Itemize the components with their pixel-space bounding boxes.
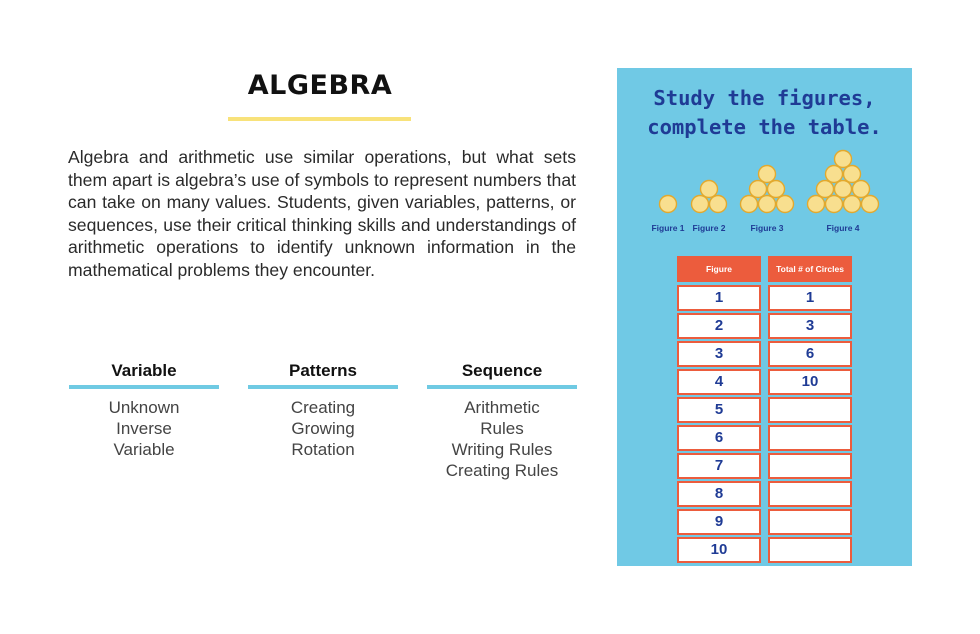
figure-column-table bbox=[677, 256, 761, 565]
circle bbox=[808, 196, 825, 213]
circle bbox=[826, 196, 843, 213]
circle bbox=[862, 196, 879, 213]
circle bbox=[844, 166, 861, 183]
table-header-figure: Figure bbox=[677, 256, 761, 282]
intro-paragraph: Algebra and arithmetic use similar operations, but what sets them apart is algebra’s use of symbols to represent numbers that can take on many values. Students, given variables, patterns, or sequences, use their critical thinking skills and understandings of arithmetic operations to identify unknown information in the mathematical problems they encounter. bbox=[68, 147, 576, 280]
circle bbox=[750, 181, 767, 198]
circle bbox=[835, 181, 852, 198]
table-cell: 6 bbox=[677, 425, 761, 451]
column-divider bbox=[69, 385, 219, 389]
figures-illustration bbox=[617, 68, 912, 238]
circle bbox=[660, 196, 677, 213]
figure-label: Figure 4 bbox=[826, 223, 860, 233]
column-sequence bbox=[427, 360, 577, 481]
table-cell: 3 bbox=[677, 341, 761, 367]
column-item: Unknown bbox=[108, 398, 180, 417]
figure-3-circles bbox=[741, 166, 794, 213]
column-item: Creating Rules bbox=[445, 461, 559, 480]
column-item: Arithmetic bbox=[464, 398, 540, 417]
column-item: Writing Rules bbox=[451, 440, 553, 459]
circle bbox=[835, 151, 852, 168]
figure-label: Figure 1 bbox=[651, 223, 685, 233]
table-cell-empty bbox=[768, 425, 852, 451]
circle bbox=[692, 196, 709, 213]
table-cell: 5 bbox=[677, 397, 761, 423]
circle bbox=[759, 196, 776, 213]
circle bbox=[759, 166, 776, 183]
table-cell: 10 bbox=[768, 369, 852, 395]
table-cell: 10 bbox=[677, 537, 761, 563]
figure-label: Figure 3 bbox=[750, 223, 784, 233]
figure-label: Figure 2 bbox=[692, 223, 726, 233]
total-column-table bbox=[768, 256, 852, 565]
title-underline bbox=[228, 117, 411, 121]
worksheet-title-line: complete the table. bbox=[647, 115, 882, 139]
circle bbox=[768, 181, 785, 198]
figure-4-circles bbox=[808, 151, 879, 213]
page-title: ALGEBRA bbox=[247, 70, 393, 101]
circle bbox=[777, 196, 794, 213]
table-cell: 1 bbox=[677, 285, 761, 311]
circle bbox=[817, 181, 834, 198]
table-cell-empty bbox=[768, 397, 852, 423]
column-item: Rotation bbox=[291, 440, 355, 459]
table-header-total: Total # of Circles bbox=[768, 256, 852, 282]
circle bbox=[701, 181, 718, 198]
table-cell: 6 bbox=[768, 341, 852, 367]
figure-2-circles bbox=[692, 181, 727, 213]
column-heading: Variable bbox=[111, 361, 177, 380]
table-cell: 9 bbox=[677, 509, 761, 535]
circle bbox=[710, 196, 727, 213]
worksheet-panel bbox=[617, 68, 912, 566]
column-variable bbox=[69, 360, 219, 460]
table-cell: 7 bbox=[677, 453, 761, 479]
table-cell: 1 bbox=[768, 285, 852, 311]
circle bbox=[844, 196, 861, 213]
column-divider bbox=[248, 385, 398, 389]
table-cell: 8 bbox=[677, 481, 761, 507]
column-item: Inverse bbox=[116, 419, 172, 438]
table-cell: 3 bbox=[768, 313, 852, 339]
table-cell-empty bbox=[768, 481, 852, 507]
column-heading: Sequence bbox=[461, 361, 543, 380]
column-item: Creating bbox=[290, 398, 356, 417]
column-item: Rules bbox=[480, 419, 524, 438]
circle bbox=[826, 166, 843, 183]
table-cell-empty bbox=[768, 509, 852, 535]
column-heading: Patterns bbox=[288, 361, 358, 380]
table-cell-empty bbox=[768, 537, 852, 563]
circle bbox=[853, 181, 870, 198]
table-cell: 4 bbox=[677, 369, 761, 395]
table-cell-empty bbox=[768, 453, 852, 479]
worksheet-title-line: Study the figures, bbox=[653, 86, 876, 110]
figure-1-circles bbox=[660, 196, 677, 213]
column-item: Variable bbox=[113, 440, 175, 459]
table-cell: 2 bbox=[677, 313, 761, 339]
circle bbox=[741, 196, 758, 213]
column-divider bbox=[427, 385, 577, 389]
column-item: Growing bbox=[291, 419, 355, 438]
column-patterns bbox=[248, 360, 398, 460]
